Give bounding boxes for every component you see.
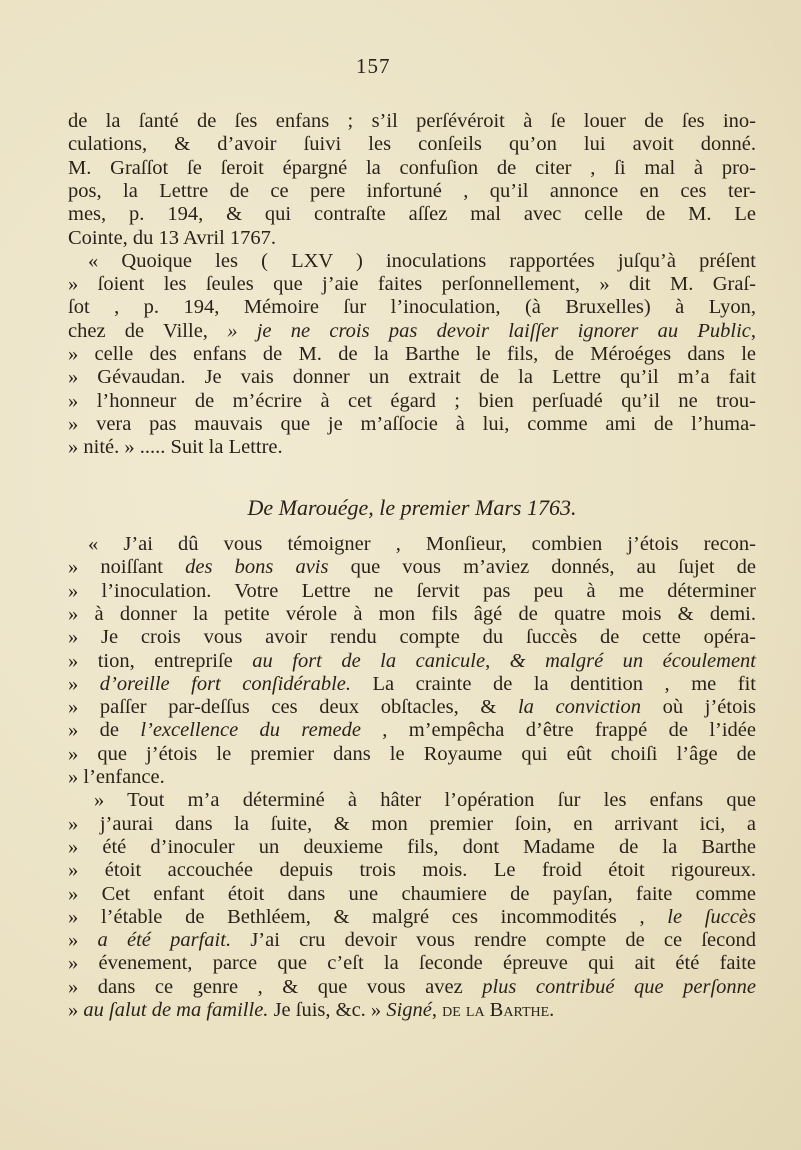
page-number: 157 (356, 54, 391, 78)
italic-text: l’excellence du remede (140, 719, 361, 742)
text-segment: » vera pas mauvais que je m’aſſocie à lui, comme ami de l’huma- (68, 412, 756, 435)
text-line (68, 320, 756, 343)
text-segment: » tion, entrepriſe (68, 649, 253, 672)
text-line (68, 906, 756, 929)
text-line (68, 273, 756, 296)
text-line (68, 999, 756, 1022)
text-segment: » celle des enfans de M. de la Barthe le fils, de Méroéges dans le (68, 343, 756, 365)
text-line (68, 719, 756, 742)
italic-text: la conviction (517, 696, 641, 719)
text-line (68, 929, 756, 952)
text-segment: » Cet enfant étoit dans une chaumiere de payſan, faite comme (68, 882, 756, 905)
text-line (94, 789, 756, 812)
text-segment: Cointe, du 13 Avril 1767. (68, 226, 277, 249)
text-segment: mes, p. 194, & qui contraſte aſſez mal avec celle de M. Le (68, 203, 756, 226)
text-line (88, 533, 756, 556)
text-line (68, 296, 756, 319)
italic-text: & malgré un écoulement (509, 649, 756, 672)
text-segment: » ſoient les ſeules que j’aie faites perſonnellement, » dit M. Graſ- (68, 273, 756, 296)
italic-text: le ſuccès (667, 905, 757, 928)
text-segment: » dans ce genre , & que vous avez (68, 975, 483, 998)
text-segment: » j’aurai dans la ſuite, & mon premier ſoin, en arrivant ici, a (68, 812, 756, 835)
text-segment: » noiſſant (68, 556, 186, 579)
text-segment: culations, & d’avoir ſuivi les conſeils qu’on lui avoit donné. (68, 133, 756, 156)
text-segment: » à donner la petite vérole à mon fils âgé de quatre mois & demi. (68, 602, 756, 625)
italic-text: Signé (386, 999, 432, 1021)
text-segment: , (431, 999, 443, 1021)
text-line (68, 976, 756, 999)
text-segment: » évenement, parce que c’eſt la ſeconde épreuve qui ait été faite (68, 952, 756, 975)
text-line (68, 413, 756, 436)
text-line (68, 180, 756, 203)
text-segment: Je ſuis, &c. » (268, 999, 387, 1021)
text-segment: » de (68, 719, 141, 742)
text-line (68, 673, 756, 696)
text-line (68, 227, 756, 250)
text-segment: » paſſer par-deſſus ces deux obſtacles, & (68, 696, 518, 719)
text-line (68, 580, 756, 603)
text-segment: » l’inoculation. Votre Lettre ne ſervit pas peu à me déterminer (68, 579, 756, 602)
text-segment: , (750, 319, 756, 342)
text-segment: « Quoique les ( LXV ) inoculations rapportées juſqu’à préſent (88, 249, 756, 272)
text-segment: , (485, 649, 510, 672)
text-segment: J’ai cru devoir vous rendre compte de ce ſecond (231, 929, 756, 952)
text-segment: » que j’étois le premier dans le Royaume qui eût choiſi l’âge de (68, 742, 756, 765)
text-segment: » Gévaudan. Je vais donner un extrait de la Lettre qu’il m’a fait (68, 366, 756, 389)
text-line (68, 390, 756, 413)
text-line (68, 626, 756, 649)
text-line (68, 133, 756, 156)
italic-text: » je ne crois pas devoir laiſſer ignorer au Public (227, 319, 751, 342)
text-line (68, 556, 756, 579)
text-line (88, 250, 756, 273)
text-line (68, 110, 756, 133)
text-line (68, 813, 756, 836)
text-line (68, 343, 756, 366)
text-segment: » été d’inoculer un deuxieme fils, dont Madame de la Barthe (68, 835, 756, 858)
text-segment: » l’honneur de m’écrire à cet égard ; bien perſuadé qu’il ne trou- (68, 389, 756, 412)
text-line (68, 883, 756, 906)
text-line (68, 436, 756, 459)
text-segment: ſot , p. 194, Mémoire ſur l’inoculation, (à Bruxelles) à Lyon, (68, 296, 756, 319)
text-segment: » étoit accouchée depuis trois mois. Le froid étoit rigoureux. (68, 859, 756, 882)
text-line (68, 836, 756, 859)
text-segment: La crainte de la dentition , me fit (351, 672, 756, 695)
text-segment: » l’enfance. (68, 766, 165, 788)
small-caps-text: de la Barthe. (442, 999, 555, 1021)
italic-text: des bons avis (185, 556, 329, 579)
italic-text: d’oreille fort conſidérable. (99, 672, 352, 695)
italic-text: plus contribué que perſonne (482, 975, 756, 998)
text-line (68, 366, 756, 389)
text-segment: M. Graſſot ſe ſeroit épargné la confuſion de citer , ſi mal à pro- (68, 156, 756, 179)
text-line (68, 157, 756, 180)
text-segment: « J’ai dû vous témoigner , Monſieur, combien j’étois recon- (88, 533, 756, 555)
text-segment: » (68, 999, 84, 1021)
text-segment: chez de Ville, (68, 319, 228, 342)
text-line (68, 743, 756, 766)
text-segment: » nité. » ..... Suit la Lettre. (68, 436, 283, 459)
italic-text: au ſalut de ma famille. (83, 999, 269, 1021)
text-line (68, 952, 756, 975)
text-line (68, 859, 756, 882)
text-line (68, 650, 756, 673)
text-segment: , m’empêcha d’être frappé de l’idée (360, 719, 756, 742)
letter-heading: De Marouége, le premier Mars 1763. (247, 495, 577, 520)
text-segment: que vous m’aviez donnés, au ſujet de (328, 556, 756, 579)
text-segment: où j’étois (640, 696, 756, 719)
text-line (68, 603, 756, 626)
text-line (68, 766, 756, 789)
text-segment: de la ſanté de ſes enfans ; s’il perſévéroit à ſe louer de ſes ino- (68, 110, 756, 132)
italic-text: au fort de la canicule (252, 649, 486, 672)
text-segment: » (68, 672, 100, 695)
text-segment: » l’étable de Bethléem, & malgré ces incommodités , (68, 905, 668, 928)
text-segment: » Je crois vous avoir rendu compte du ſuccès de cette opéra- (68, 626, 756, 649)
text-segment: » Tout m’a déterminé à hâter l’opération ſur les enfans que (94, 789, 756, 812)
text-segment: pos, la Lettre de ce pere infortuné , qu’il annonce en ces ter- (68, 179, 756, 202)
text-line (68, 696, 756, 719)
text-segment: » (68, 929, 98, 952)
italic-text: a été parfait. (97, 929, 232, 952)
text-line (68, 203, 756, 226)
